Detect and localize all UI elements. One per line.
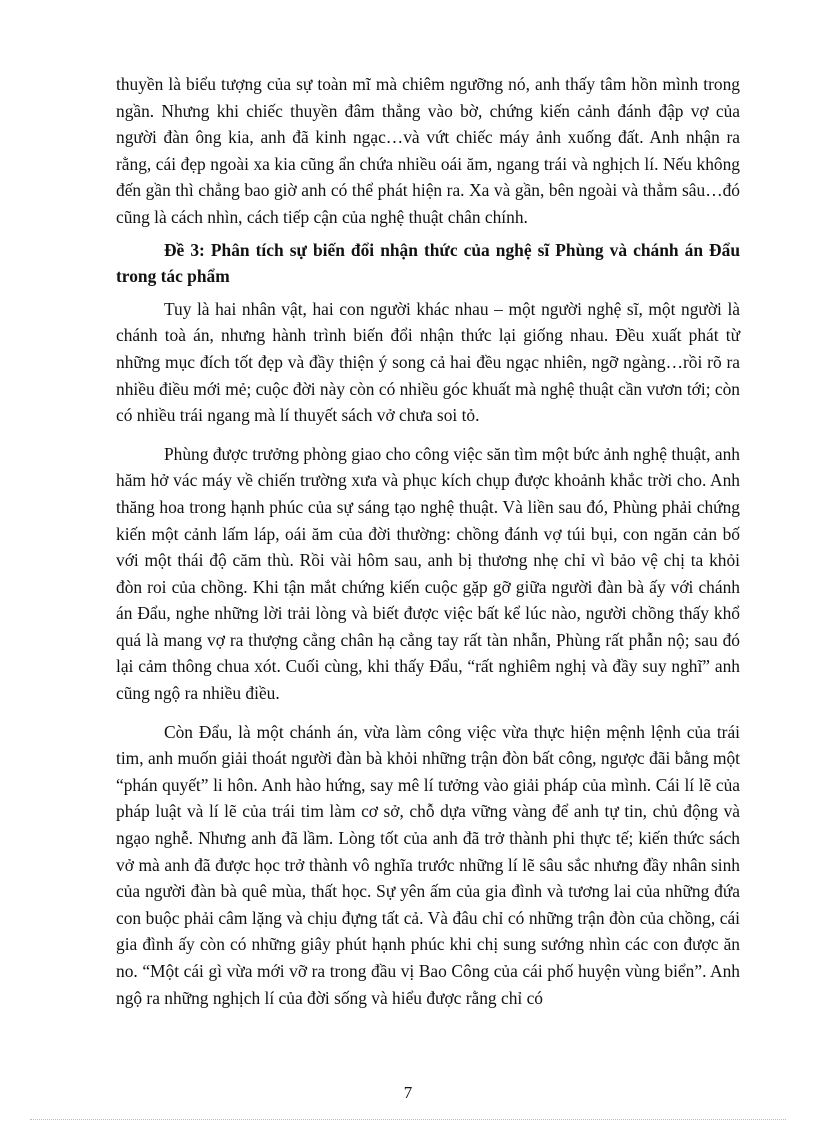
paragraph-phung: Phùng được trưởng phòng giao cho công việc săn tìm một bức ảnh nghệ thuật, anh hăm hở vác máy về chiến trường xưa và phục kích chụp được khoảnh khắc trời cho. Anh thăng hoa trong hạnh phúc của sự sáng tạo nghệ thuật. Và liền sau đó, Phùng phải chứng kiến một cảnh lấm láp, oái ăm của đời thường: chồng đánh vợ túi bụi, con ngăn cản bố với một thái độ căm thù. Rồi vài hôm sau, anh bị thương nhẹ chỉ vì bảo vệ chị ta khỏi đòn roi của chồng. Khi tận mắt chứng kiến cuộc gặp gỡ giữa người đàn bà ấy với chánh án Đẩu, nghe những lời trải lòng và biết được việc bất kể lúc nào, người chồng thấy khổ quá là mang vợ ra thượng cẳng chân hạ cẳng tay rất tàn nhẫn, Phùng rất phẫn nộ; sau đó lại cảm thông chua xót. Cuối cùng, khi thấy Đẩu, “rất nghiêm nghị và đầy suy nghĩ” anh cũng ngộ ra nhiều điều.: [116, 443, 740, 704]
paragraph-intro: Tuy là hai nhân vật, hai con người khác nhau – một người nghệ sĩ, một người là chánh toà án, nhưng hành trình biến đổi nhận thức lại giống nhau. Đều xuất phát từ những mục đích tốt đẹp và đầy thiện ý song cả hai đều ngạc nhiên, ngỡ ngàng…rồi rõ ra nhiều điều mới mẻ; cuộc đời này còn có nhiều góc khuất mà nghệ thuật cần vươn tới; còn có nhiều trái ngang mà lí thuyết sách vở chưa soi tỏ.: [116, 298, 740, 426]
paragraph-dau: Còn Đẩu, là một chánh án, vừa làm công việc vừa thực hiện mệnh lệnh của trái tim, anh muốn giải thoát người đàn bà khỏi những trận đòn bất công, ngược đãi bằng một “phán quyết” li hôn. Anh hào hứng, say mê lí tưởng vào giải pháp của mình. Cái lí lẽ của pháp luật và lí lẽ của trái tim làm cơ sở, chỗ dựa vững vàng để anh tự tin, chủ động và ngạo nghễ. Nhưng anh đã lầm. Lòng tốt của anh đã trở thành phi thực tế; kiến thức sách vở mà anh đã được học trở thành vô nghĩa trước những lí lẽ sâu sắc nhưng đầy nhân sinh của người đàn bà quê mùa, thất học. Sự yên ấm của gia đình và tương lai của những đứa con buộc phải câm lặng và chịu đựng tất cả. Và đâu chỉ có những trận đòn của chồng, cái gia đình ấy còn có những giây phút hạnh phúc khi chị sung sướng nhìn các con được ăn no. “Một cái gì vừa mới vỡ ra trong đầu vị Bao Công của cái phố huyện vùng biển”. Anh ngộ ra những nghịch lí của đời sống và hiểu được rằng chỉ có: [116, 721, 740, 1008]
section-heading: Đề 3: Phân tích sự biến đổi nhận thức của nghệ sĩ Phùng và chánh án Đẩu trong tác phẩm: [116, 239, 740, 287]
page-number: 7: [403, 1083, 413, 1102]
footer-divider: [30, 1119, 786, 1120]
document-page: [116, 71, 740, 1011]
paragraph-continuation: thuyền là biểu tượng của sự toàn mĩ mà chiêm ngưỡng nó, anh thấy tâm hồn mình trong ngần. Nhưng khi chiếc thuyền đâm thẳng vào bờ, chứng kiến cảnh đánh đập vợ của người đàn ông kia, anh đã kinh ngạc…và vứt chiếc máy ảnh xuống đất. Anh nhận ra rằng, cái đẹp ngoài xa kia cũng ẩn chứa nhiều oái ăm, ngang trái và nghịch lí. Nếu không đến gần thì chẳng bao giờ anh có thể phát hiện ra. Xa và gần, bên ngoài và thẳm sâu…đó cũng là cách nhìn, cách tiếp cận của nghệ thuật chân chính.: [116, 74, 740, 227]
